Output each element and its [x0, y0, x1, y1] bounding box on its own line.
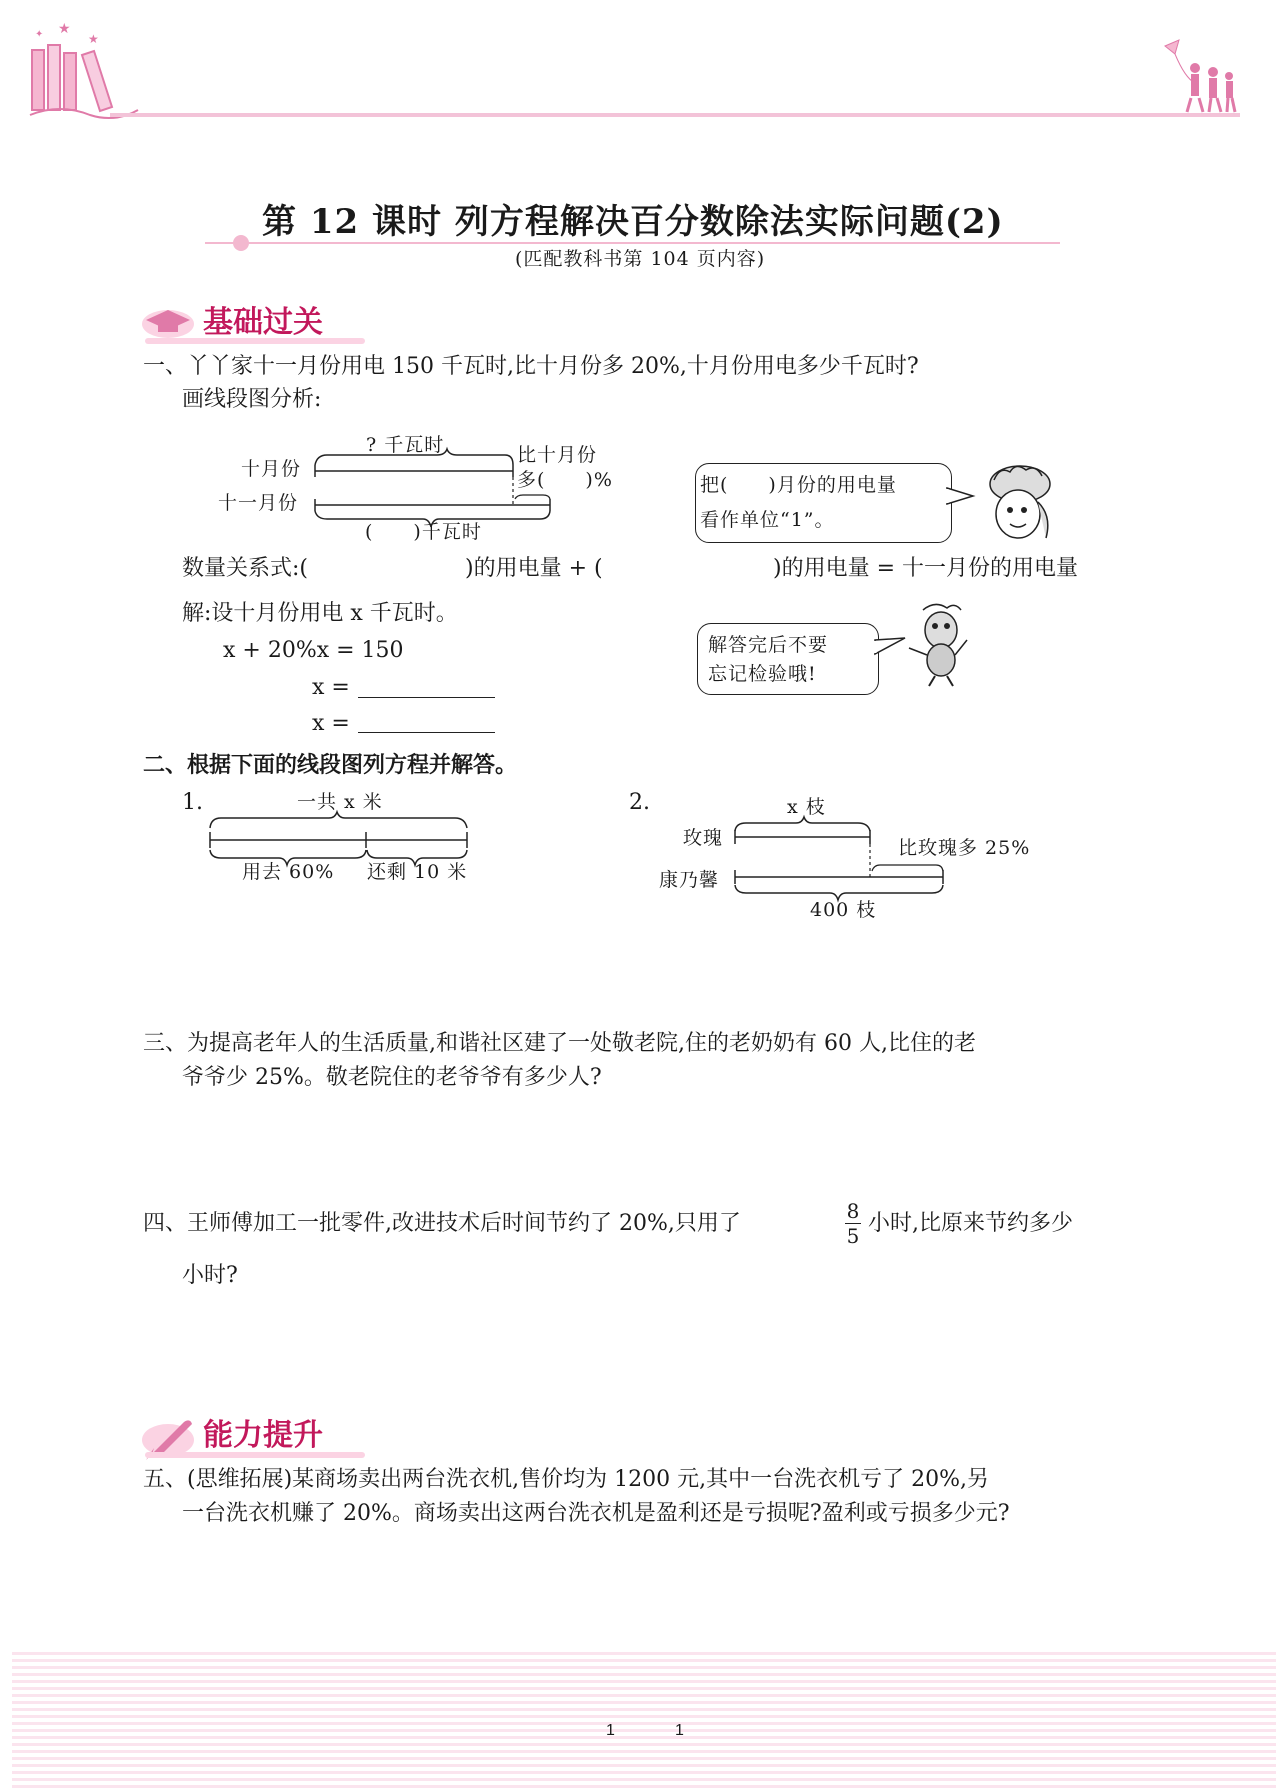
q4-line2: 小时?	[182, 1263, 238, 1288]
q4-text-after-fraction: 小时,比原来节约多少	[868, 1211, 1073, 1236]
cartoon-girl-icon	[980, 462, 1060, 552]
q1-tip-line1: 解答完后不要	[708, 634, 829, 656]
q1-tip-bubble-tail	[875, 638, 909, 658]
title-underline	[205, 242, 1060, 244]
q1-diagram-bottom-label: ( )千瓦时	[365, 521, 482, 543]
q1-hint-line1: 把( )月份的用电量	[700, 474, 897, 496]
q2-p2-row2: 康乃馨	[659, 869, 720, 891]
q1-prompt: 画线段图分析:	[182, 387, 322, 412]
svg-text:★: ★	[88, 32, 99, 46]
page-title: 第 12 课时 列方程解决百分数除法实际问题(2)	[262, 202, 1004, 242]
q5-line2: 一台洗衣机赚了 20%。商场卖出这两台洗衣机是盈利还是亏损呢?盈利或亏损多少元?	[182, 1501, 1010, 1526]
q2-p1-used: 用去 60%	[242, 861, 335, 883]
q1-diagram-more-line2: 多( )%	[517, 469, 613, 491]
q1-solve-intro: 解:设十月份用电 x 千瓦时。	[182, 601, 458, 626]
page-subtitle: (匹配教科书第 104 页内容)	[515, 248, 766, 270]
q3-line2: 爷爷少 25%。敬老院住的老爷爷有多少人?	[182, 1065, 602, 1090]
q1-text: 一、丫丫家十一月份用电 150 千瓦时,比十月份多 20%,十月份用电多少千瓦时?	[143, 354, 919, 379]
q1-answer-blank-2[interactable]	[358, 732, 495, 733]
q1-diagram-top-label: ? 千瓦时	[366, 434, 445, 456]
q1-hint-line2: 看作单位“1”。	[700, 509, 835, 531]
q1-relation-mid: )的用电量 + (	[465, 556, 603, 581]
q1-equation-1: x + 20%x = 150	[223, 638, 404, 663]
q2-p1-number: 1.	[182, 790, 203, 815]
q4-fraction-denominator: 5	[846, 1224, 860, 1248]
title-dot	[233, 235, 249, 251]
q1-equation-3-label: x =	[312, 711, 350, 736]
q1-line-segment-diagram	[305, 445, 605, 545]
q2-p2-top: x 枝	[787, 796, 826, 818]
q2-p2-number: 2.	[629, 790, 650, 815]
q1-relation-end: )的用电量 = 十一月份的用电量	[773, 556, 1079, 581]
q1-answer-blank-1[interactable]	[358, 697, 495, 698]
q4-fraction	[843, 1200, 863, 1250]
q2-p1-left: 还剩 10 米	[367, 861, 468, 883]
q1-relation-prefix: 数量关系式:(	[182, 556, 308, 581]
cartoon-pencil-character-icon	[905, 600, 975, 690]
svg-text:★: ★	[58, 21, 71, 37]
q1-diagram-more-line1: 比十月份	[517, 444, 598, 466]
q5-line1: 五、(思维拓展)某商场卖出两台洗衣机,售价均为 1200 元,其中一台洗衣机亏了 20%,另	[143, 1467, 990, 1492]
q1-diagram-row1: 十月份	[241, 458, 302, 480]
header-books-decoration	[20, 15, 140, 115]
footer-stripes	[12, 1652, 1276, 1789]
header-rule	[110, 113, 1240, 117]
q1-tip-line2: 忘记检验哦!	[708, 663, 817, 685]
q2-text: 二、根据下面的线段图列方程并解答。	[143, 753, 518, 778]
header-kids-kite-decoration	[1155, 38, 1245, 118]
q4-text-before-fraction: 四、王师傅加工一批零件,改进技术后时间节约了 20%,只用了	[143, 1211, 741, 1236]
q1-equation-2-label: x =	[312, 675, 350, 700]
q3-line1: 三、为提高老年人的生活质量,和谐社区建了一处敬老院,住的老奶奶有 60 人,比住的老	[143, 1031, 976, 1056]
q2-p2-more: 比玫瑰多 25%	[898, 837, 1031, 859]
svg-text:✦: ✦	[35, 29, 44, 40]
q1-hint-bubble-tail	[947, 488, 977, 508]
q2-p1-line-diagram	[205, 810, 485, 880]
q4-fraction-numerator: 8	[846, 1199, 860, 1223]
q2-p2-row1: 玫瑰	[683, 827, 724, 849]
q2-p2-line-diagram	[730, 815, 970, 915]
graduation-cap-icon	[140, 302, 200, 342]
q1-diagram-row2: 十一月份	[218, 492, 299, 514]
page-number-left: 1	[606, 1722, 615, 1739]
page-number-right: 1	[675, 1722, 684, 1739]
section-basic-heading: 基础过关	[203, 305, 323, 340]
section-advanced-heading: 能力提升	[203, 1418, 323, 1453]
q2-p2-bottom: 400 枝	[810, 899, 877, 921]
q2-p1-total: 一共 x 米	[297, 791, 383, 813]
